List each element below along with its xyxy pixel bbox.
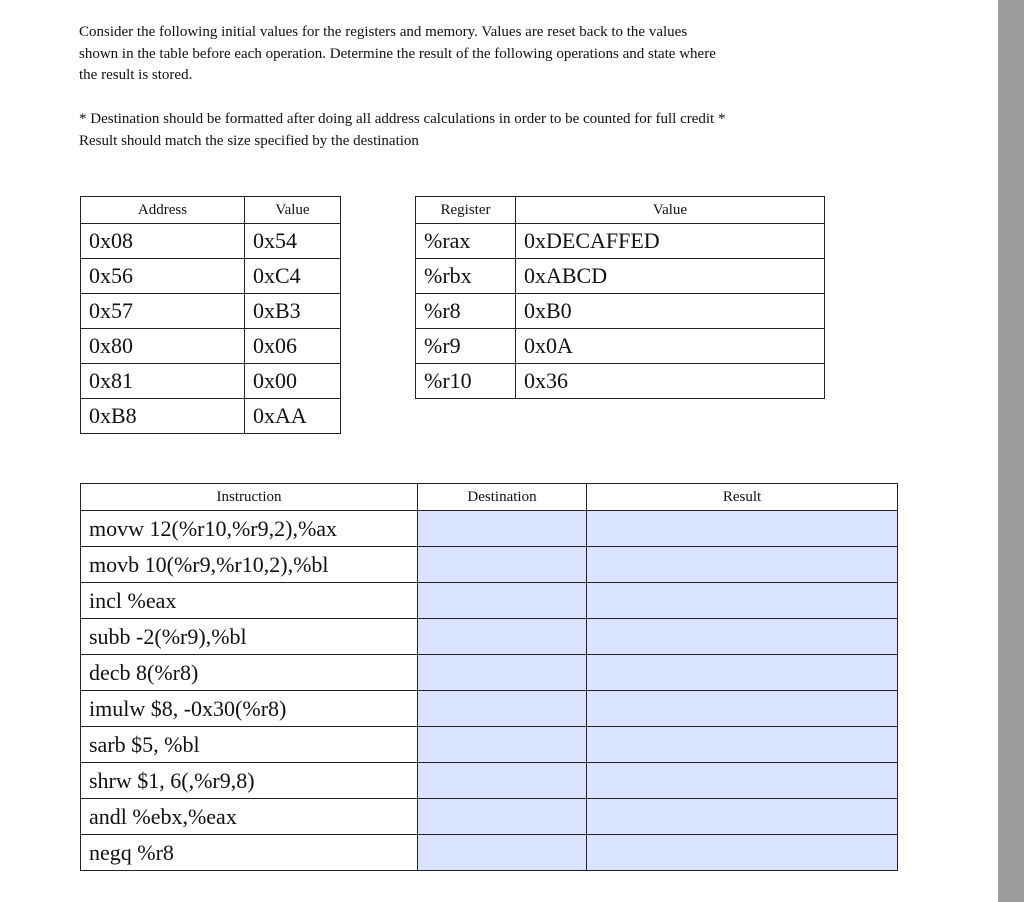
table-row — [81, 259, 341, 294]
register-value: 0x36 — [516, 364, 825, 399]
table-row — [81, 691, 898, 727]
destination-answer-cell[interactable] — [418, 619, 587, 655]
result-answer-cell[interactable] — [587, 583, 898, 619]
register-value: 0xABCD — [516, 259, 825, 294]
table-row — [416, 259, 825, 294]
result-answer-cell[interactable] — [587, 799, 898, 835]
memory-value: 0xAA — [245, 399, 341, 434]
scrollbar[interactable] — [998, 0, 1024, 902]
instruction-header-instruction: Instruction — [81, 484, 418, 511]
table-row — [416, 224, 825, 259]
instruction-text: negq %r8 — [81, 835, 418, 871]
instructions-line: Consider the following initial values for the registers and memory. Values are reset back to the values — [79, 24, 688, 40]
memory-value: 0xC4 — [245, 259, 341, 294]
memory-address: 0x80 — [81, 329, 245, 364]
table-row — [416, 294, 825, 329]
table-row — [81, 799, 898, 835]
memory-header-value: Value — [245, 197, 341, 224]
table-row — [81, 763, 898, 799]
instruction-text: decb 8(%r8) — [81, 655, 418, 691]
result-answer-cell[interactable] — [587, 655, 898, 691]
instruction-text: movw 12(%r10,%r9,2),%ax — [81, 511, 418, 547]
result-answer-cell[interactable] — [587, 763, 898, 799]
register-name: %rbx — [416, 259, 516, 294]
instruction-text: imulw $8, -0x30(%r8) — [81, 691, 418, 727]
instructions-line: the result is stored. — [79, 67, 193, 83]
table-row — [81, 294, 341, 329]
instruction-text: andl %ebx,%eax — [81, 799, 418, 835]
instruction-text: shrw $1, 6(,%r9,8) — [81, 763, 418, 799]
memory-value: 0x00 — [245, 364, 341, 399]
destination-answer-cell[interactable] — [418, 511, 587, 547]
destination-answer-cell[interactable] — [418, 835, 587, 871]
grading-note — [79, 109, 725, 152]
memory-address: 0x81 — [81, 364, 245, 399]
table-row — [81, 329, 341, 364]
instruction-text: sarb $5, %bl — [81, 727, 418, 763]
table-row — [416, 329, 825, 364]
memory-address: 0x57 — [81, 294, 245, 329]
register-table — [415, 196, 825, 399]
memory-value: 0x06 — [245, 329, 341, 364]
destination-answer-cell[interactable] — [418, 727, 587, 763]
result-answer-cell[interactable] — [587, 691, 898, 727]
result-answer-cell[interactable] — [587, 547, 898, 583]
table-row — [81, 399, 341, 434]
instruction-text: incl %eax — [81, 583, 418, 619]
table-row — [81, 547, 898, 583]
table-row — [81, 727, 898, 763]
grading-note-line: * Destination should be formatted after doing all address calculations in order to be counted for full credit * — [79, 111, 726, 127]
instructions-line: shown in the table before each operation. Determine the result of the following operations and state where — [79, 45, 716, 62]
memory-value: 0x54 — [245, 224, 341, 259]
memory-address: 0x08 — [81, 224, 245, 259]
table-row — [81, 583, 898, 619]
table-row — [81, 364, 341, 399]
table-row — [416, 364, 825, 399]
destination-answer-cell[interactable] — [418, 799, 587, 835]
memory-address: 0xB8 — [81, 399, 245, 434]
grading-note-line: Result should match the size specified by the destination — [79, 132, 419, 149]
memory-value: 0xB3 — [245, 294, 341, 329]
instruction-text: subb -2(%r9),%bl — [81, 619, 418, 655]
register-value: 0x0A — [516, 329, 825, 364]
instruction-table — [80, 483, 898, 871]
table-row — [81, 224, 341, 259]
register-header-register: Register — [416, 197, 516, 224]
instruction-header-destination: Destination — [418, 484, 587, 511]
register-name: %r9 — [416, 329, 516, 364]
memory-table — [80, 196, 341, 434]
destination-answer-cell[interactable] — [418, 583, 587, 619]
result-answer-cell[interactable] — [587, 835, 898, 871]
table-row — [81, 835, 898, 871]
destination-answer-cell[interactable] — [418, 547, 587, 583]
memory-address: 0x56 — [81, 259, 245, 294]
destination-answer-cell[interactable] — [418, 655, 587, 691]
table-row — [81, 511, 898, 547]
register-name: %r8 — [416, 294, 516, 329]
memory-header-address: Address — [81, 197, 245, 224]
register-name: %rax — [416, 224, 516, 259]
register-value: 0xDECAFFED — [516, 224, 825, 259]
destination-answer-cell[interactable] — [418, 691, 587, 727]
register-name: %r10 — [416, 364, 516, 399]
result-answer-cell[interactable] — [587, 727, 898, 763]
register-header-value: Value — [516, 197, 825, 224]
instruction-header-result: Result — [587, 484, 898, 511]
instructions-paragraph — [79, 22, 716, 87]
register-value: 0xB0 — [516, 294, 825, 329]
result-answer-cell[interactable] — [587, 619, 898, 655]
table-row — [81, 655, 898, 691]
table-row — [81, 619, 898, 655]
result-answer-cell[interactable] — [587, 511, 898, 547]
instruction-text: movb 10(%r9,%r10,2),%bl — [81, 547, 418, 583]
destination-answer-cell[interactable] — [418, 763, 587, 799]
